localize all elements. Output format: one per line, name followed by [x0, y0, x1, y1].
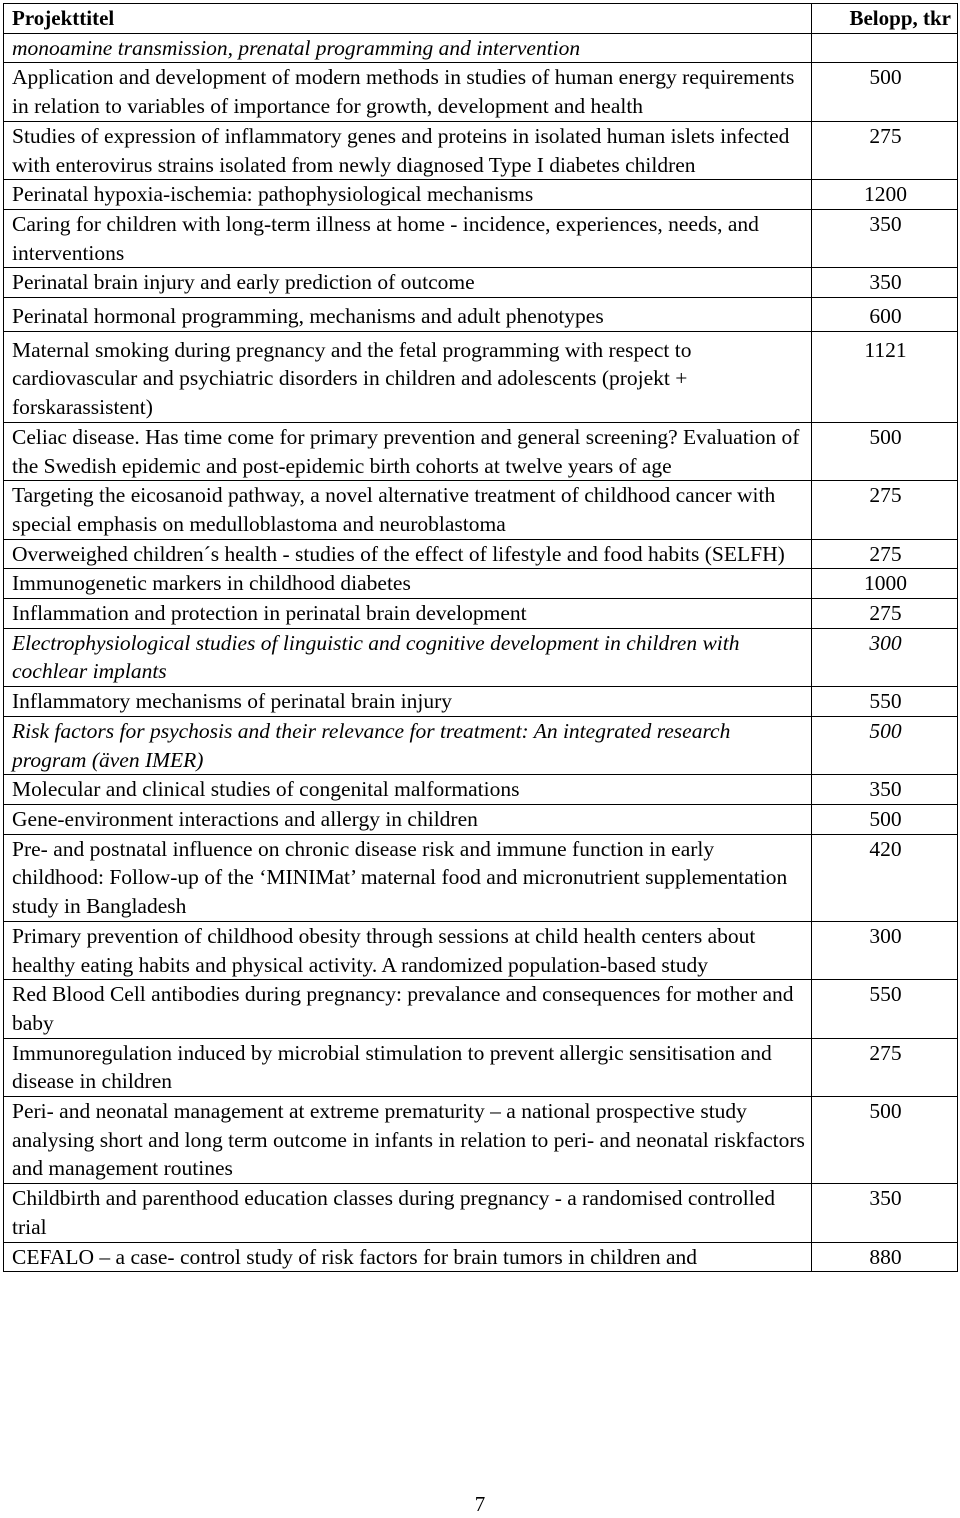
- amount-cell: 1000: [812, 569, 958, 599]
- project-title-cell: Maternal smoking during pregnancy and the fetal programming with respect to cardiovascular and psychiatric disorders in children and adolescents (projekt + forskarassistent): [4, 331, 812, 422]
- amount-cell: 275: [812, 599, 958, 629]
- table-row: [4, 599, 958, 629]
- project-title-cell: Celiac disease. Has time come for primary prevention and general screening? Evaluation of the Swedish epidemic and post-epidemic birth cohorts at twelve years of age: [4, 422, 812, 480]
- amount-cell: 300: [812, 628, 958, 686]
- project-title-cell: CEFALO – a case- control study of risk factors for brain tumors in children and: [4, 1242, 812, 1272]
- project-title-cell: Childbirth and parenthood education classes during pregnancy - a randomised controlled trial: [4, 1184, 812, 1242]
- project-title-cell: Red Blood Cell antibodies during pregnancy: prevalance and consequences for mother and baby: [4, 980, 812, 1038]
- project-title-cell: Application and development of modern methods in studies of human energy requirements in relation to variables of importance for growth, development and health: [4, 63, 812, 121]
- amount-cell: 500: [812, 1097, 958, 1184]
- project-title-cell: Molecular and clinical studies of congenital malformations: [4, 775, 812, 805]
- amount-cell: 275: [812, 481, 958, 539]
- project-title-cell: Studies of expression of inflammatory genes and proteins in isolated human islets infected with enterovirus strains isolated from newly diagnosed Type I diabetes children: [4, 121, 812, 179]
- table-row: [4, 481, 958, 539]
- amount-cell: 550: [812, 980, 958, 1038]
- table-row: [4, 298, 958, 332]
- amount-cell: 550: [812, 687, 958, 717]
- amount-cell: 500: [812, 716, 958, 774]
- project-title-cell: Perinatal brain injury and early prediction of outcome: [4, 268, 812, 298]
- table-row: [4, 539, 958, 569]
- project-title-cell: Inflammation and protection in perinatal brain development: [4, 599, 812, 629]
- table-row: [4, 1184, 958, 1242]
- table-row: [4, 1038, 958, 1096]
- amount-cell: 275: [812, 121, 958, 179]
- amount-cell: 500: [812, 63, 958, 121]
- amount-cell: 275: [812, 1038, 958, 1096]
- table-row: [4, 268, 958, 298]
- amount-cell: 500: [812, 804, 958, 834]
- table-row: [4, 775, 958, 805]
- amount-cell: 300: [812, 921, 958, 979]
- table-row: [4, 628, 958, 686]
- project-title-cell: Perinatal hypoxia-ischemia: pathophysiological mechanisms: [4, 180, 812, 210]
- project-title-cell: Immunogenetic markers in childhood diabetes: [4, 569, 812, 599]
- table-row: [4, 834, 958, 921]
- table-row: [4, 716, 958, 774]
- table-row: [4, 331, 958, 422]
- table-row: [4, 422, 958, 480]
- table-row: [4, 980, 958, 1038]
- table-row: [4, 1242, 958, 1272]
- amount-cell: 500: [812, 422, 958, 480]
- project-title-cell: Inflammatory mechanisms of perinatal brain injury: [4, 687, 812, 717]
- project-title-cell: Risk factors for psychosis and their relevance for treatment: An integrated research program (även IMER): [4, 716, 812, 774]
- amount-cell: 350: [812, 209, 958, 267]
- header-amount: Belopp, tkr: [812, 4, 958, 34]
- amount-cell: 350: [812, 268, 958, 298]
- amount-cell: 420: [812, 834, 958, 921]
- table-row: [4, 63, 958, 121]
- table-row: [4, 687, 958, 717]
- project-title-cell: Targeting the eicosanoid pathway, a novel alternative treatment of childhood cancer with special emphasis on medulloblastoma and neuroblastoma: [4, 481, 812, 539]
- table-row: [4, 921, 958, 979]
- project-title-cell: monoamine transmission, prenatal programming and intervention: [4, 33, 812, 63]
- table-row: [4, 1097, 958, 1184]
- project-title-cell: Overweighed children´s health - studies of the effect of lifestyle and food habits (SELFH): [4, 539, 812, 569]
- project-title-cell: Pre- and postnatal influence on chronic disease risk and immune function in early childhood: Follow-up of the ‘MINIMat’ maternal food and micronutrient supplementation study in Bangladesh: [4, 834, 812, 921]
- project-title-cell: Gene-environment interactions and allergy in children: [4, 804, 812, 834]
- table-row: [4, 209, 958, 267]
- amount-cell: 1200: [812, 180, 958, 210]
- table-row: [4, 804, 958, 834]
- amount-cell: 275: [812, 539, 958, 569]
- page-number: 7: [474, 1492, 486, 1516]
- table-row: [4, 33, 958, 63]
- project-title-cell: Electrophysiological studies of linguistic and cognitive development in children with cochlear implants: [4, 628, 812, 686]
- amount-cell: [812, 33, 958, 63]
- table-row: [4, 180, 958, 210]
- amount-cell: 1121: [812, 331, 958, 422]
- project-title-cell: Primary prevention of childhood obesity through sessions at child health centers about healthy eating habits and physical activity. A randomized population-based study: [4, 921, 812, 979]
- amount-cell: 350: [812, 775, 958, 805]
- project-title-cell: Immunoregulation induced by microbial stimulation to prevent allergic sensitisation and disease in children: [4, 1038, 812, 1096]
- table-body: [4, 33, 958, 1272]
- project-title-cell: Caring for children with long-term illness at home - incidence, experiences, needs, and interventions: [4, 209, 812, 267]
- amount-cell: 350: [812, 1184, 958, 1242]
- funding-table: [3, 3, 958, 1272]
- header-title: Projekttitel: [4, 4, 812, 34]
- project-title-cell: Perinatal hormonal programming, mechanisms and adult phenotypes: [4, 298, 812, 332]
- amount-cell: 880: [812, 1242, 958, 1272]
- amount-cell: 600: [812, 298, 958, 332]
- project-title-cell: Peri- and neonatal management at extreme prematurity – a national prospective study analysing short and long term outcome in infants in relation to peri- and neonatal riskfactors and management routines: [4, 1097, 812, 1184]
- table-row: [4, 569, 958, 599]
- table-header-row: [4, 4, 958, 34]
- table-row: [4, 121, 958, 179]
